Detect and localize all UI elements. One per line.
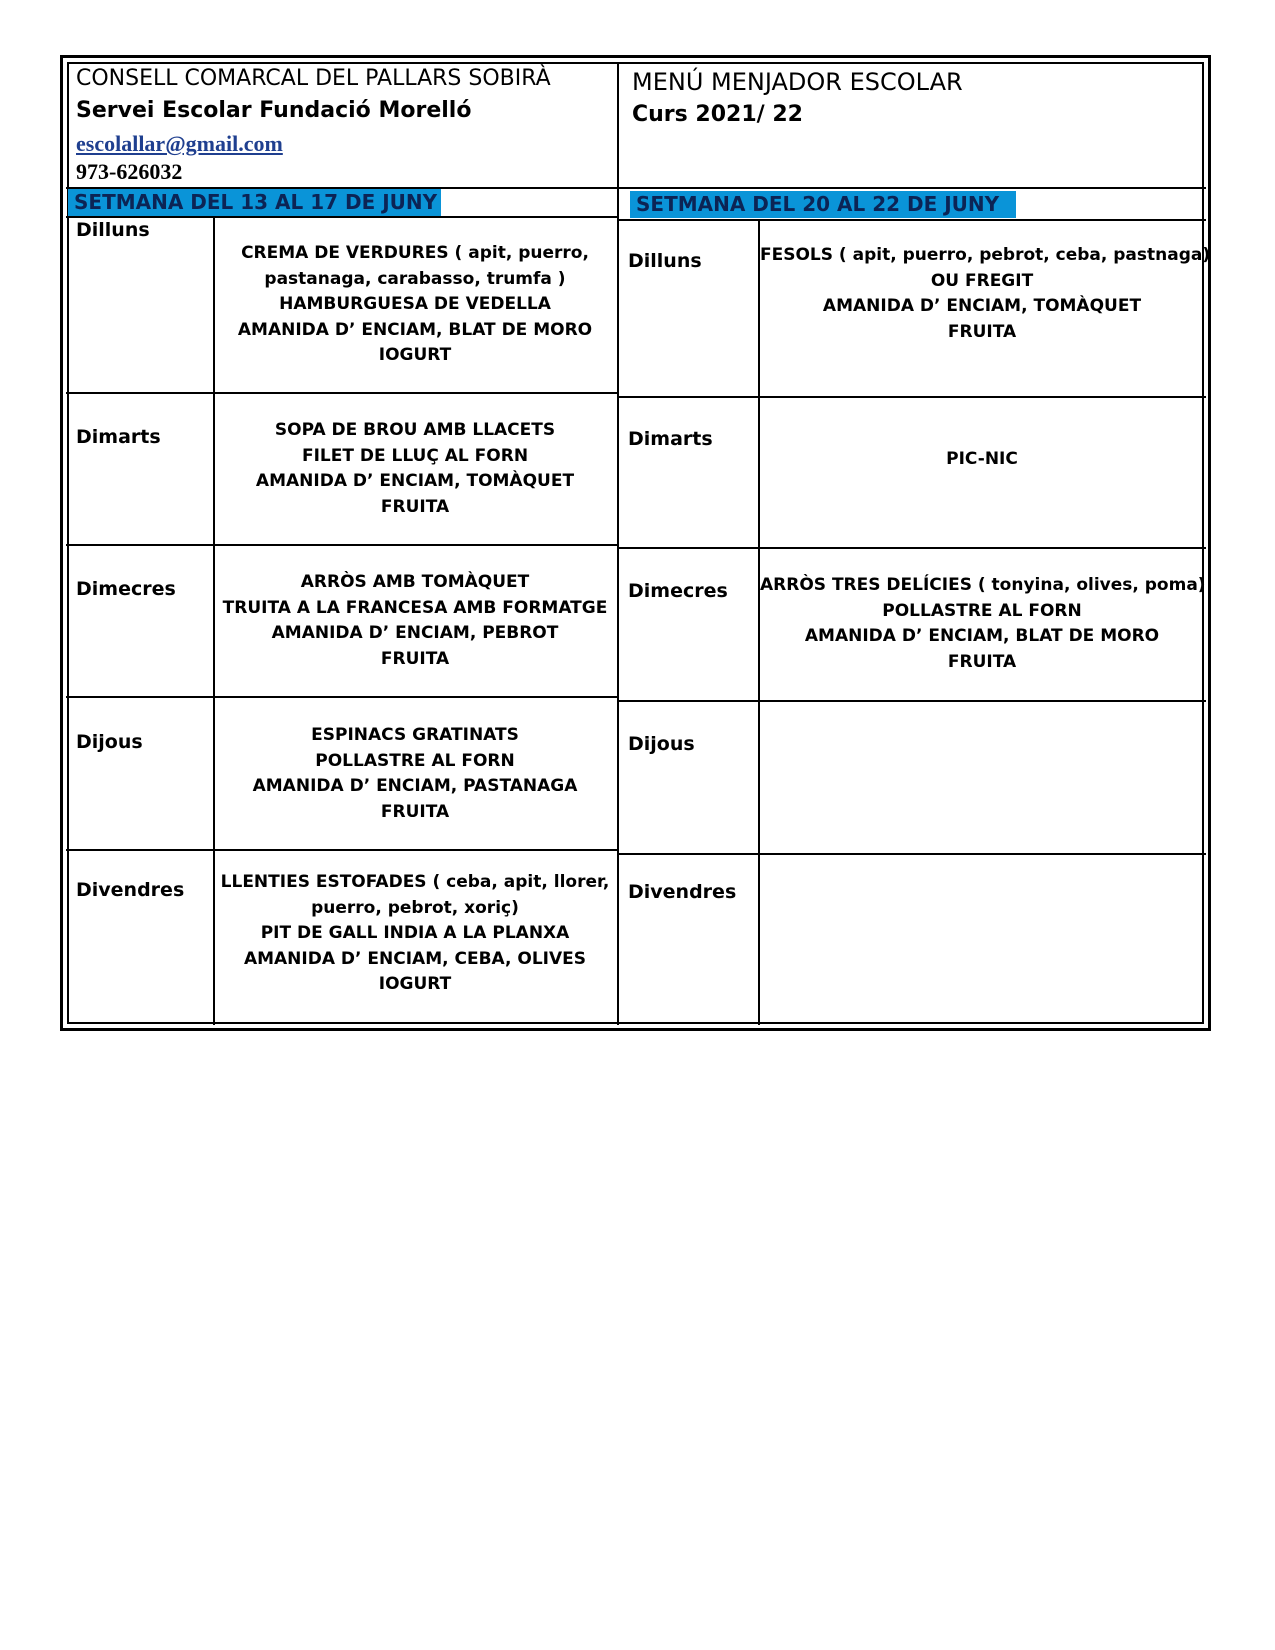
row-divider	[66, 696, 617, 698]
divider-week-columns	[617, 62, 619, 1025]
week1-day-label: Dimarts	[76, 426, 161, 448]
menu-line: ESPINACS GRATINATS	[311, 725, 519, 745]
contact-phone: 973-626032	[76, 159, 183, 184]
contact-email-link[interactable]: escolallar@gmail.com	[76, 131, 283, 156]
week2-day-label: Dijous	[628, 733, 695, 755]
menu-line: ARRÒS AMB TOMÀQUET	[300, 572, 530, 592]
week2-day-menu	[760, 447, 1204, 473]
week1-label: SETMANA DEL 13 AL 17 DE JUNY	[68, 189, 441, 216]
week1-day-menu	[215, 418, 615, 520]
row-divider	[66, 392, 617, 394]
menu-line: FRUITA	[380, 496, 450, 517]
week1-day-label: Divendres	[76, 879, 185, 901]
menu-line: FRUITA	[380, 801, 450, 822]
menu-line: AMANIDA D’ ENCIAM, CEBA, OLIVES	[243, 948, 587, 969]
row-divider	[617, 396, 1206, 398]
menu-line: puerro, pebrot, xoriç)	[311, 897, 519, 918]
week1-day-menu	[215, 723, 615, 825]
menu-line: AMANIDA D’ ENCIAM, PASTANAGA	[252, 776, 578, 796]
menu-line: pastanaga, carabasso, trumfa )	[264, 268, 566, 289]
menu-line: IOGURT	[378, 974, 452, 994]
week1-day-label: Dilluns	[76, 219, 150, 241]
menu-line: AMANIDA D’ ENCIAM, TOMÀQUET	[255, 471, 575, 491]
menu-line: HAMBURGUESA DE VEDELLA	[279, 294, 551, 314]
menu-title: MENÚ MENJADOR ESCOLAR	[632, 68, 963, 96]
row-divider	[617, 700, 1206, 702]
menu-line: FILET DE LLUÇ AL FORN	[301, 445, 529, 466]
week2-day-label: Dimecres	[628, 580, 728, 602]
row-divider	[617, 853, 1206, 855]
menu-line: FRUITA	[380, 648, 450, 669]
menu-line: LLENTIES ESTOFADES ( ceba, apit, llorer,	[220, 872, 610, 892]
menu-line: FESOLS ( apit, puerro, pebrot, ceba, pastnaga)	[760, 245, 1211, 265]
divider-week-band-right	[617, 219, 1206, 221]
menu-line: ARRÒS TRES DELÍCIES ( tonyina, olives, poma)	[760, 575, 1206, 595]
row-divider	[617, 547, 1206, 549]
menu-line: AMANIDA D’ ENCIAM, BLAT DE MORO	[237, 319, 593, 340]
menu-line: AMANIDA D’ ENCIAM, PEBROT	[271, 623, 559, 643]
row-divider	[66, 849, 617, 851]
service-name: Servei Escolar Fundació Morelló	[76, 98, 472, 123]
week1-day-label: Dijous	[76, 731, 143, 753]
menu-line: OU FREGIT	[930, 270, 1034, 291]
week2-day-menu	[760, 573, 1204, 675]
week2-label: SETMANA DEL 20 AL 22 DE JUNY	[630, 191, 1016, 218]
menu-line: FRUITA	[947, 651, 1017, 672]
menu-line: TRUITA A LA FRANCESA AMB FORMATGE	[222, 597, 608, 618]
menu-line: PIT DE GALL INDIA A LA PLANXA	[260, 923, 570, 943]
menu-line: POLLASTRE AL FORN	[315, 750, 515, 771]
menu-line: SOPA DE BROU AMB LLACETS	[274, 420, 556, 440]
menu-line: FRUITA	[947, 321, 1017, 342]
organization-name: CONSELL COMARCAL DEL PALLARS SOBIRÀ	[76, 66, 551, 91]
menu-line: AMANIDA D’ ENCIAM, BLAT DE MORO	[804, 626, 1160, 646]
menu-line: AMANIDA D’ ENCIAM, TOMÀQUET	[822, 296, 1142, 316]
week1-day-menu	[215, 570, 615, 672]
week2-day-label: Divendres	[628, 881, 737, 903]
course-year: Curs 2021/ 22	[632, 102, 803, 127]
week1-day-label: Dimecres	[76, 578, 176, 600]
week1-day-menu	[215, 241, 615, 369]
divider-week-band	[66, 216, 617, 218]
menu-line: IOGURT	[378, 345, 452, 365]
week1-day-menu	[215, 870, 615, 998]
menu-line: PIC-NIC	[946, 449, 1018, 469]
week2-day-label: Dilluns	[628, 250, 702, 272]
row-divider	[66, 544, 617, 546]
week2-day-menu	[760, 243, 1211, 345]
week2-day-label: Dimarts	[628, 428, 713, 450]
menu-line: POLLASTRE AL FORN	[882, 600, 1082, 621]
menu-line: CREMA DE VERDURES ( apit, puerro,	[241, 243, 589, 263]
